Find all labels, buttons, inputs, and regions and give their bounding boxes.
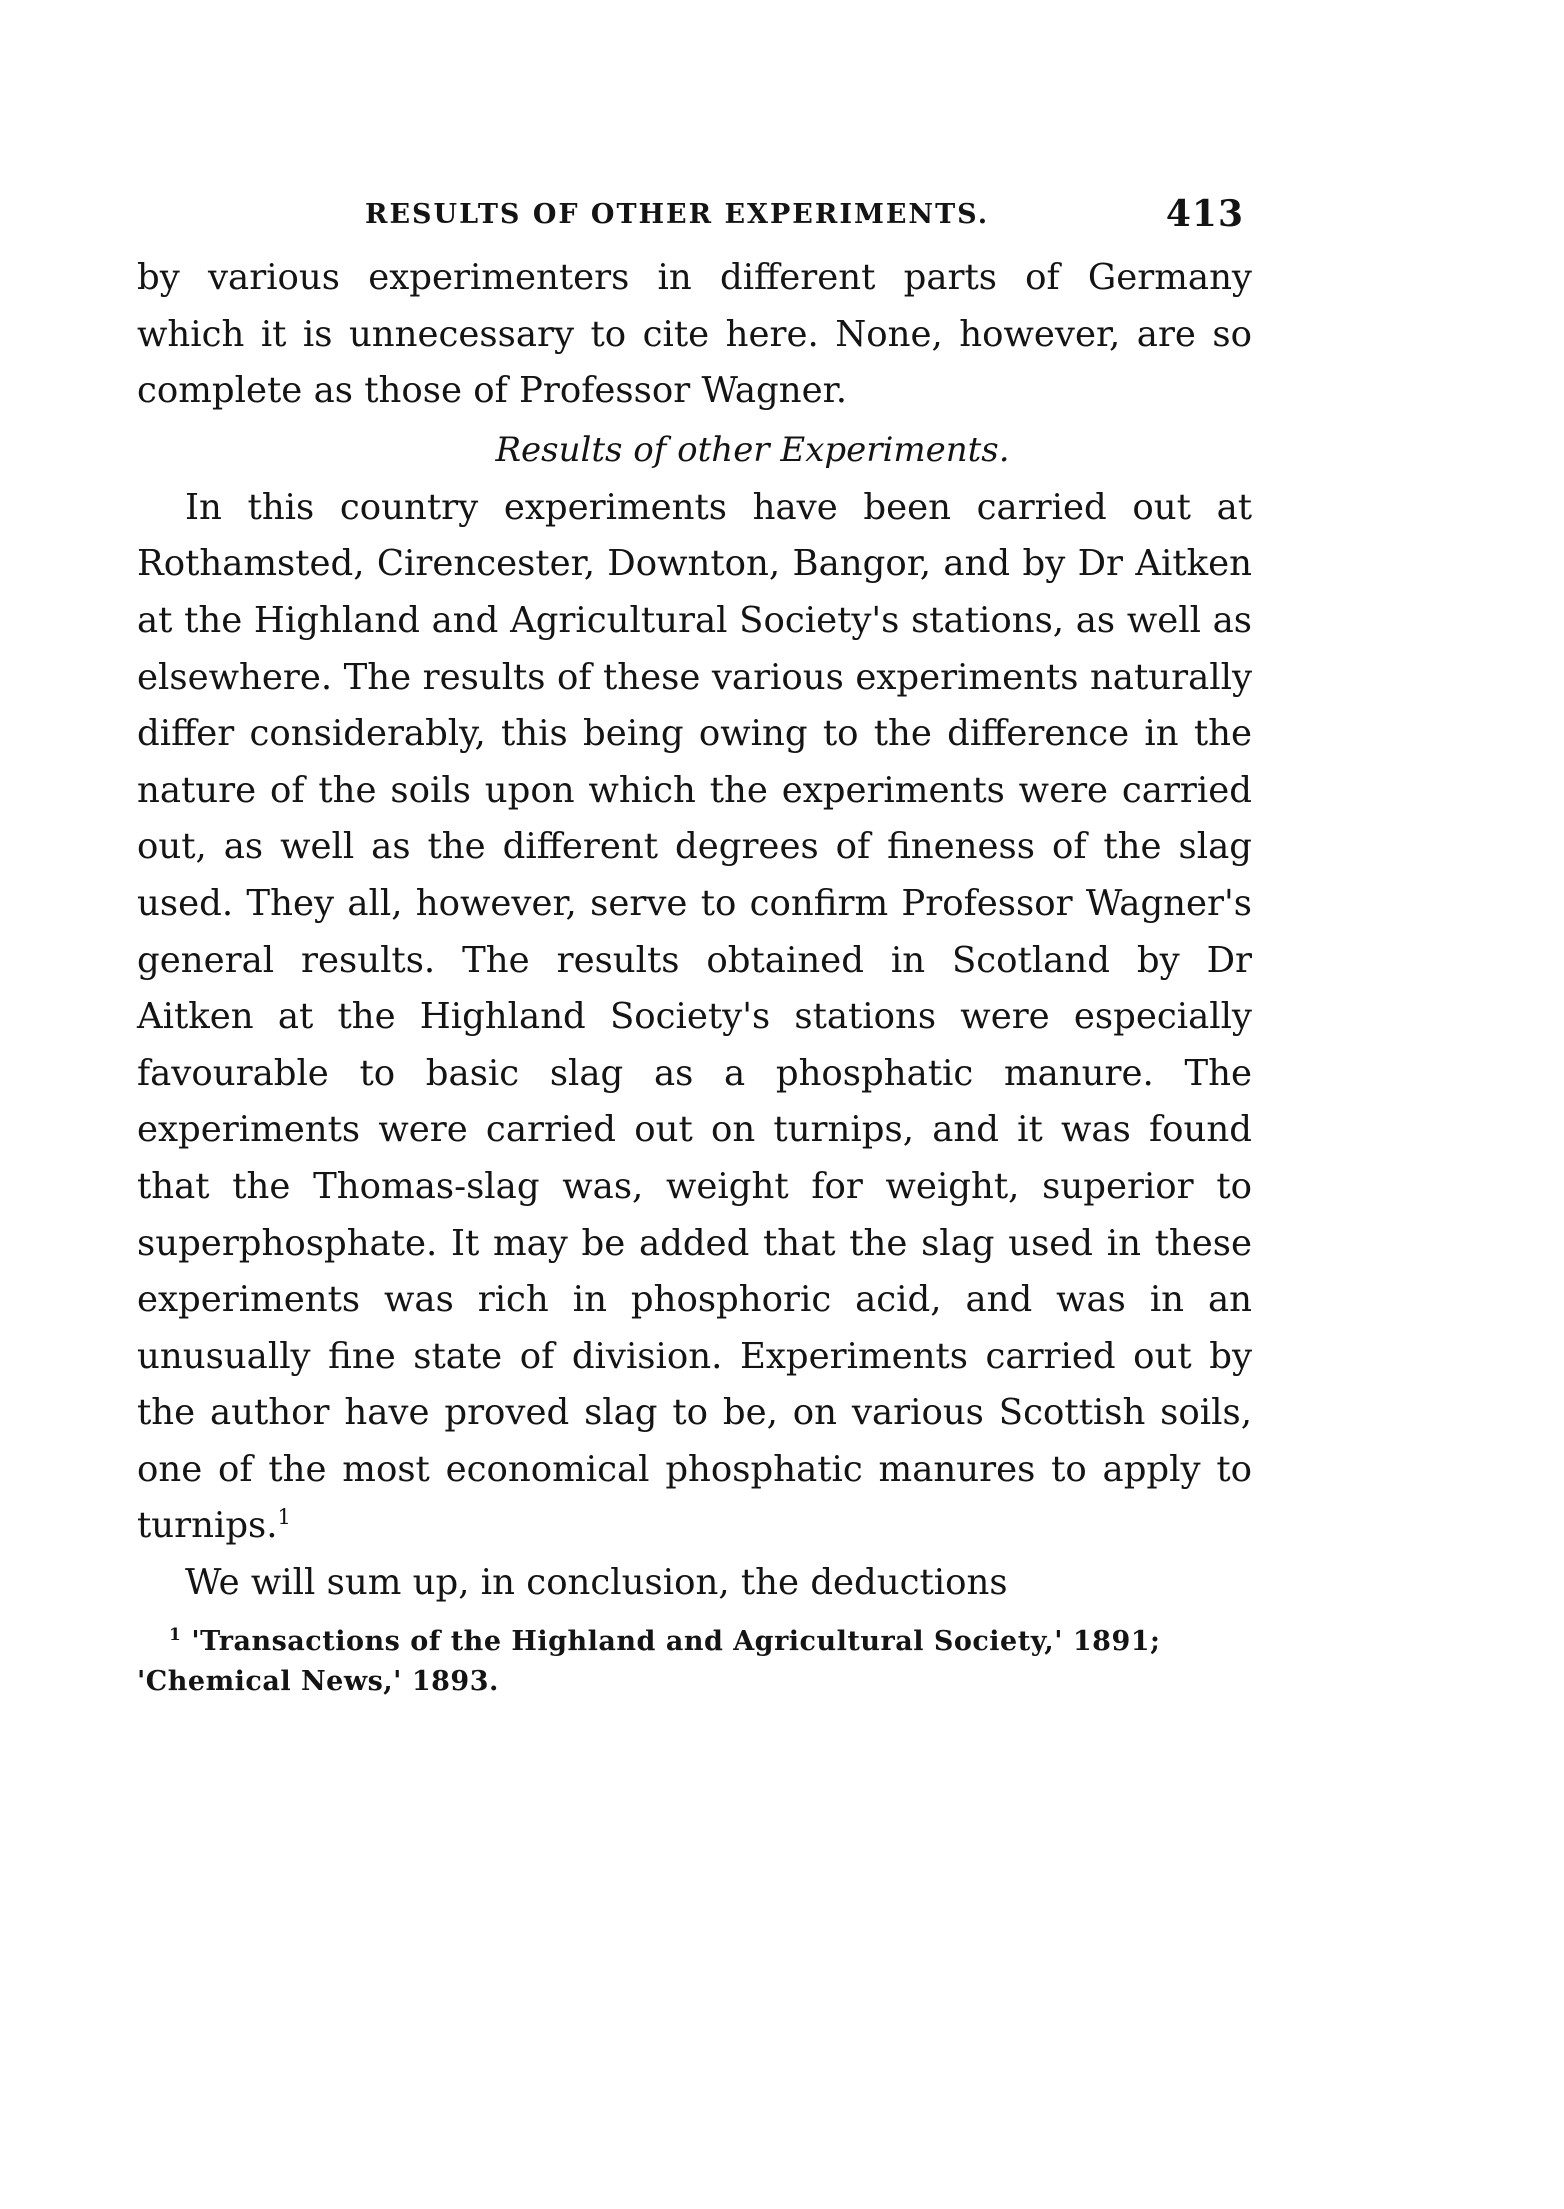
footnote-line-2: 'Chemical News,' 1893. (137, 1665, 499, 1697)
main-paragraph-text: In this country experiments have been carried out at Rothamsted, Cirencester, Downton, Bangor, and by Dr Aitken at the Highland and Agricultural Society's stations, as well as elsewhere. The results of these various experiments naturally differ considerably, this being owing to the difference in the nature of the soils upon which the experiments were carried out, as well as the different degrees of fineness of the slag used. They all, however, serve to confirm Professor Wagner's general results. The results obtained in Scotland by Dr Aitken at the Highland Society's stations were especially favourable to basic slag as a phosphatic manure. The experiments were carried out on turnips, and it was found that the Thomas-slag was, weight for weight, superior to superphosphate. It may be added that the slag used in these experiments was rich in phosphoric acid, and was in an unusually fine state of division. Experiments carried out by the author have proved slag to be, on various Scottish soils, one of the most economical phosphatic manures to apply to turnips. (137, 486, 1252, 1547)
footnote (137, 1622, 1252, 1702)
main-paragraph (137, 480, 1252, 1555)
running-head (137, 185, 1252, 245)
footnote-mark: 1 (169, 1624, 182, 1645)
footnote-reference[interactable]: 1 (277, 1505, 291, 1530)
section-heading: Results of other Experiments. (495, 429, 1010, 470)
page-content (137, 185, 1252, 1702)
running-title: RESULTS OF OTHER EXPERIMENTS. (365, 199, 990, 230)
continued-paragraph: by various experimenters in different parts of Germany which it is unnecessary to cite here. None, however, are so complete as those of Professor Wagner. (137, 257, 1252, 412)
footnote-line-1 (137, 1622, 1252, 1662)
closing-paragraph: We will sum up, in conclusion, the deductions (185, 1562, 1008, 1604)
page-number: 413 (1165, 193, 1244, 235)
footnote-text-1: 'Transactions of the Highland and Agricultural Society,' 1891; (191, 1625, 1161, 1657)
